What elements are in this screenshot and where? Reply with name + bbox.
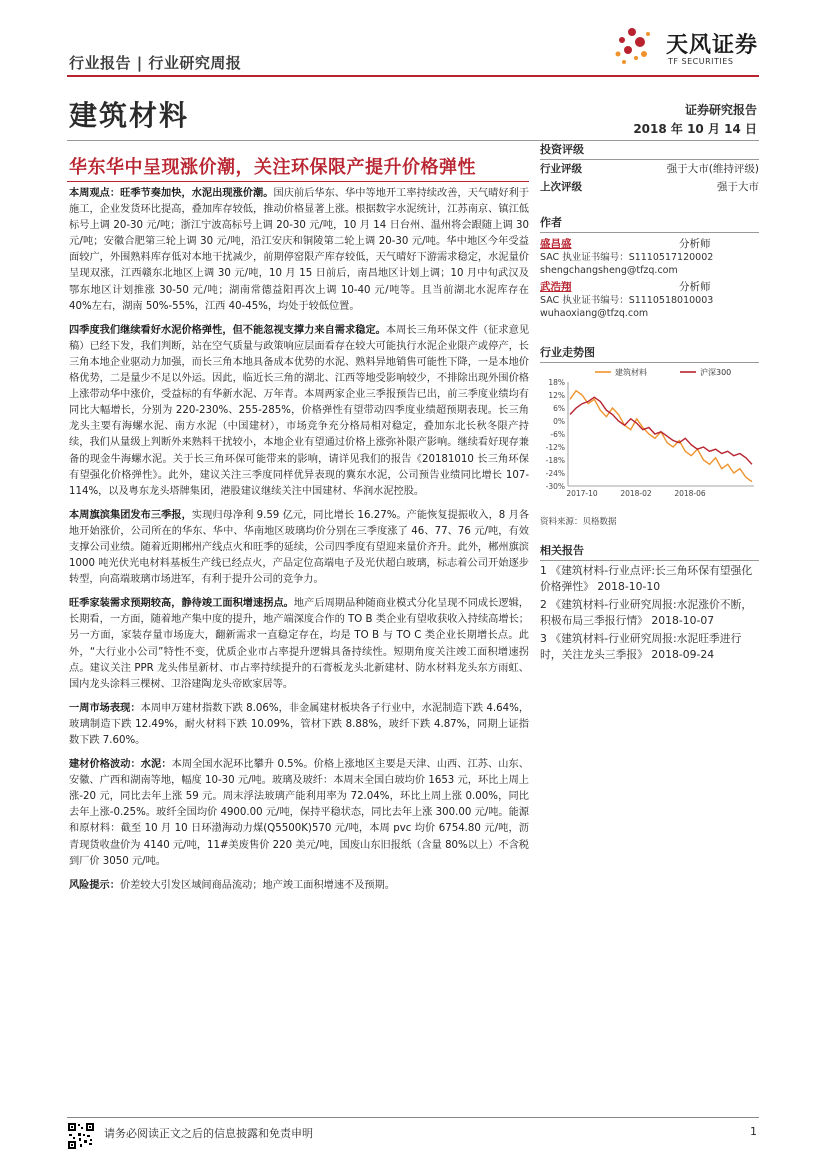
- body-text: [69, 186, 529, 897]
- author-sac: SAC 执业证书编号：S1110518010003: [540, 295, 714, 306]
- header-rule: [67, 75, 759, 77]
- author-role: 分析师: [679, 238, 711, 250]
- paragraph: [69, 701, 529, 749]
- trend-chart: [540, 364, 759, 514]
- legend-label: 建筑材料: [615, 368, 647, 377]
- chart-source: 资料来源：贝格数据: [540, 517, 617, 527]
- related-title: 相关报告: [540, 542, 759, 561]
- series-line-hs300: [570, 397, 752, 464]
- page-number: 1: [750, 1125, 757, 1138]
- paragraph-lead: 四季度我们继续看好水泥价格弹性，但不能忽视支撑力来自需求稳定。: [69, 324, 386, 336]
- author-name[interactable]: 武浩翔: [540, 281, 572, 293]
- x-tick-label: 2018-06: [674, 489, 706, 498]
- paragraph-lead: 旺季家装需求预期较高，静待竣工面积增速拐点。: [69, 598, 294, 610]
- logo-name: 天风证券: [666, 33, 759, 58]
- paragraph: [69, 323, 529, 500]
- footer-rule: [67, 1117, 759, 1118]
- author-block: [540, 281, 759, 320]
- y-tick-label: -6%: [550, 430, 565, 439]
- related-report-link[interactable]: 2 《建筑材料-行业研究周报:水泥涨价不断，积极布局三季报行情》 2018-10-07: [540, 598, 753, 627]
- author-role: 分析师: [679, 281, 711, 293]
- rating-key: 行业评级: [540, 163, 582, 175]
- report-date: 2018 年 10 月 14 日: [633, 122, 757, 136]
- paragraph-lead: 本周观点：旺季节奏加快，水泥出现涨价潮。: [69, 188, 274, 199]
- rating-key: 上次评级: [540, 181, 582, 193]
- report-label: 证券研究报告: [684, 103, 757, 117]
- paragraph: [69, 508, 529, 588]
- rating-value: 强于大市(维持评级): [666, 163, 759, 175]
- paragraph-lead: 建材价格波动：水泥：: [69, 759, 172, 771]
- authors-section: [540, 214, 759, 320]
- rating-row: [540, 160, 759, 178]
- author-sac: SAC 执业证书编号：S1110517120002: [540, 252, 714, 263]
- author-email[interactable]: wuhaoxiang@tfzq.com: [540, 308, 649, 319]
- author-name[interactable]: 盛昌盛: [540, 238, 572, 250]
- paragraph-text: 价差较大引发区域间商品流动；地产竣工面积增速不及预期。: [119, 879, 395, 891]
- y-tick-label: 12%: [548, 391, 565, 400]
- y-tick-label: -12%: [545, 443, 565, 452]
- paragraph-text: 实现归母净利 9.59 亿元，同比增长 16.27%。产能恢复提振收入，8 月各地开始涨价，公司所在的华东、华中、华南地区玻璃均价分别在三季度涨了 46、77、76 元/吨，有效支撑公司业绩。随着近期郴州产线点火和旺季的延续，公司四季度有望迎来量价齐升。此外，郴州旗滨 1000 吨光伏光电材料基板生产线已经点火，产品定位高端电子及光伏超白玻璃，标志着公司开始逐步转型，向高端玻璃市场进军，有利于提升公司的竞争力。: [69, 509, 530, 586]
- report-type: 行业报告 | 行业研究周报: [69, 54, 242, 72]
- legend-label: 沪深300: [700, 368, 732, 377]
- paragraph-lead: 一周市场表现：: [69, 702, 141, 714]
- rating-row: [540, 178, 759, 196]
- y-tick-label: 18%: [548, 378, 565, 387]
- logo-sub: TF SECURITIES: [668, 57, 734, 66]
- author-block: [540, 238, 759, 277]
- paragraph-text: 地产后周期品种随商业模式分化呈现不同成长逻辑，长期看，一方面，随着地产集中度的提升，地产端深度合作的 TO B 类企业有望收获收入持续高增长；另一方面，家装存量市场庞大，翻新需求一直稳定存在，均是 TO B 与 TO C 类企业长期增长点。此外，“大行业小公司”特性不变，优质企业市占率提升逻辑具备持续性。短期角度关注竣工面积增速拐点。建议关注 PPR 龙头伟星新材、市占率持续提升的石膏板龙头北新建材、防水材料龙头东方雨虹、国内龙头涂料三棵树、卫浴建陶龙头帝欧家居等。: [69, 598, 529, 690]
- trend-section: [540, 344, 759, 363]
- trend-title: 行业走势图: [540, 344, 759, 363]
- y-tick-label: 6%: [553, 404, 565, 413]
- y-tick-label: -18%: [545, 456, 565, 465]
- x-tick-label: 2018-02: [620, 489, 652, 498]
- footer-disclaimer: 请务必阅读正文之后的信息披露和免责申明: [104, 1127, 313, 1140]
- paragraph-text: 本周长三角环保文件（征求意见稿）已经下发，我们判断，站在空气质量与政策响应层面看存在较大可能执行水泥企业限产或停产，长三角本地企业驱动力加强，而长三角本地具备成本优势的水泥、熟料异地销售可能性下降，一是本地价格优势，二是量少不足以外运。因此，临近长三角的湖北、江西等地受影响较少，不排除出现外围价格上涨带动华中涨价，受益标的有华新水泥、万年青。本周两家企业三季报预告已出，前三季度业绩均有同比大幅增长，分别为 220-230%、255-285%，价格弹性有望带动四季度业绩超预期表现。长三角龙头主要有海螺水泥、南方水泥（中国建材），市场竞争充分格局相对稳定，叠加东北长秋冬限产持续，我们从量级上判断外来熟料干扰较小，本地企业有望通过价格上涨弥补限产影响。继续看好现存兼备的现金牛海螺水泥。关于长三角环保可能带来的影响，请详见我们的报告《20181010 长三角环保有望强化价格弹性》。此外，建议关注三季度同样优异表现的冀东水泥，公司预告业绩同比增长 107-114%，以及粤东龙头塔牌集团，港股建议继续关注中国建材、华润水泥控股。: [69, 324, 530, 497]
- y-tick-label: 0%: [553, 417, 565, 426]
- paragraph-text: 国庆前后华东、华中等地开工率持续改善，天气晴好利于施工，企业发货环比提高，叠加库存较低，推动价格显著上涨。根据数字水泥统计，江苏南京、镇江低标号上调 20-30 元/吨；浙江宁波高标号上调 20-30 元/吨，10 月 14 日台州、温州将会跟随上调 30 元/吨；安徽合肥第三轮上调 30 元/吨，沿江安庆和铜陵第二轮上调 20-30 元/吨。华中地区今年受益面较广，外围熟料库存低对本地干扰减少，前期停窑限产库存较低，天气晴好下游需求稳定，水泥量价呈现双涨，江西赣东北地区上调 30 元/吨，10 月 15 日前后，南昌地区计划上调；10 月中旬武汉及鄂东地区计划推涨 30-50 元/吨；湖南常德益阳再次上调 10-40 元/吨等。且当前湖北水泥库存在 40%左右，湖南 50%-55%，江西 40-45%，均处于较低位置。: [69, 188, 530, 312]
- paragraph-text: 本周申万建材指数下跌 8.06%，非金属建材板块各子行业中，水泥制造下跌 4.64%，玻璃制造下跌 12.49%，耐火材料下跌 10.09%，管材下跌 8.88%，玻纤下跌 4.87%，同期上证指数下跌 7.60%。: [69, 702, 530, 746]
- rating-section: [540, 141, 759, 196]
- paragraph-lead: 本周旗滨集团发布三季报，: [69, 509, 192, 521]
- series-line-building-materials: [570, 391, 752, 482]
- paragraph-lead: 风险提示：: [69, 879, 120, 891]
- x-tick-label: 2017-10: [566, 489, 598, 498]
- rating-title: 投资评级: [540, 141, 759, 160]
- paragraph: [69, 878, 529, 894]
- paragraph: [69, 596, 529, 693]
- sector-title: 建筑材料: [69, 99, 190, 132]
- paragraph-text: 本周全国水泥环比攀升 0.5%。价格上涨地区主要是天津、山西、江苏、山东、安徽、广西和湖南等地，幅度 10-30 元/吨。玻璃及玻纤：本周末全国白玻均价 1653 元，环比上周上涨-20 元，同比去年上涨 59 元。周末浮法玻璃产能利用率为 72.04%，环比上周上涨 0.00%，同比去年上涨-0.25%。玻纤全国均价 4900.00 元/吨，保持平稳状态，同比去年上涨 300.00 元/吨。能源和原材料：截至 10 月 10 日环渤海动力煤(Q5500K)570 元/吨，本周 pvc 均价 6754.80 元/吨，沥青现货收盘价为 4140 元/吨，11#美废售价 220 美元/吨，国废山东旧报纸（含量 80%以上）不含税到厂价 3050 元/吨。: [69, 759, 529, 867]
- related-section: [540, 542, 759, 663]
- qr-code-icon: [68, 1123, 94, 1149]
- paragraph: [69, 757, 529, 870]
- related-report-link[interactable]: 3 《建筑材料-行业研究周报:水泥旺季进行时，关注龙头三季报》 2018-09-24: [540, 632, 742, 661]
- paragraph: [69, 186, 529, 315]
- authors-title: 作者: [540, 214, 759, 233]
- y-tick-label: -30%: [545, 482, 565, 491]
- rating-value: 强于大市: [717, 181, 759, 193]
- headline-rule: [67, 181, 529, 182]
- y-tick-label: -24%: [545, 469, 565, 478]
- author-email[interactable]: shengchangsheng@tfzq.com: [540, 265, 678, 276]
- headline: 华东华中呈现涨价潮，关注环保限产提升价格弹性: [69, 157, 476, 178]
- related-report-link[interactable]: 1 《建筑材料-行业点评:长三角环保有望强化价格弹性》 2018-10-10: [540, 564, 753, 593]
